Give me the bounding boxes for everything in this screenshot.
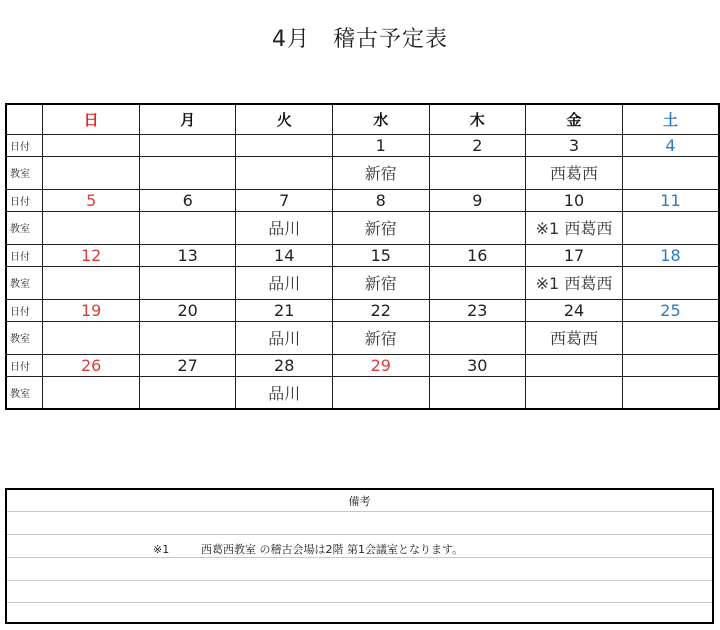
classroom-cell [43,156,140,189]
classroom-cell: 品川 [236,321,333,354]
date-cell: 29 [332,354,429,376]
classroom-cell [622,376,719,409]
classroom-cell [622,211,719,244]
weekday-header-tue: 火 [236,104,333,134]
date-row-label: 日付 [6,189,43,211]
classroom-cell [429,266,526,299]
classroom-cell [43,266,140,299]
date-cell: 27 [139,354,236,376]
classroom-cell [43,321,140,354]
classroom-row [6,321,719,354]
date-cell: 22 [332,299,429,321]
date-row-label: 日付 [6,134,43,156]
classroom-cell: ※1 西葛西 [526,211,623,244]
date-row-label: 日付 [6,244,43,266]
date-cell: 24 [526,299,623,321]
notes-text: 西葛西教室 の稽古会場は2階 第1会議室となります。 [201,543,464,556]
date-cell: 12 [43,244,140,266]
weekday-header-wed: 水 [332,104,429,134]
date-cell: 20 [139,299,236,321]
date-cell: 15 [332,244,429,266]
date-cell: 19 [43,299,140,321]
weekday-header-sat: 土 [622,104,719,134]
date-cell: 6 [139,189,236,211]
date-row [6,299,719,321]
classroom-cell: 新宿 [332,156,429,189]
date-cell: 7 [236,189,333,211]
classroom-cell [43,211,140,244]
classroom-cell [526,376,623,409]
classroom-row-label: 教室 [6,321,43,354]
schedule-calendar [5,103,720,410]
weekday-header-mon: 月 [139,104,236,134]
date-cell: 9 [429,189,526,211]
classroom-row-label: 教室 [6,156,43,189]
notes-rule [7,602,712,603]
notes-rule [7,580,712,581]
classroom-row [6,266,719,299]
header-corner-cell [6,104,43,134]
classroom-cell [236,156,333,189]
classroom-row [6,211,719,244]
classroom-cell [139,266,236,299]
date-row [6,354,719,376]
date-row-label: 日付 [6,299,43,321]
weekday-header-sun: 日 [43,104,140,134]
date-row [6,189,719,211]
notes-rule [7,511,712,512]
classroom-row-label: 教室 [6,211,43,244]
classroom-cell [429,321,526,354]
date-cell: 14 [236,244,333,266]
weekday-header-row [6,104,719,134]
classroom-row-label: 教室 [6,266,43,299]
classroom-cell: 西葛西 [526,156,623,189]
classroom-cell: 品川 [236,266,333,299]
classroom-cell [139,156,236,189]
date-row-label: 日付 [6,354,43,376]
classroom-cell [429,156,526,189]
classroom-row [6,156,719,189]
date-cell: 4 [622,134,719,156]
classroom-cell [429,376,526,409]
date-cell [622,354,719,376]
date-cell: 21 [236,299,333,321]
classroom-cell [429,211,526,244]
date-cell: 1 [332,134,429,156]
notes-line [153,541,463,557]
date-cell: 16 [429,244,526,266]
notes-rule [7,557,712,558]
date-cell [139,134,236,156]
classroom-cell: 品川 [236,376,333,409]
date-cell: 3 [526,134,623,156]
date-cell: 17 [526,244,623,266]
page-title: 4月 稽古予定表 [272,27,448,52]
classroom-row-label: 教室 [6,376,43,409]
classroom-cell [139,321,236,354]
notes-heading: 備考 [348,495,371,508]
date-cell: 30 [429,354,526,376]
classroom-row [6,376,719,409]
date-row [6,134,719,156]
classroom-cell [139,211,236,244]
classroom-cell [43,376,140,409]
date-cell [526,354,623,376]
classroom-cell [139,376,236,409]
classroom-cell: 新宿 [332,211,429,244]
classroom-cell [622,156,719,189]
classroom-cell: 新宿 [332,266,429,299]
classroom-cell: 品川 [236,211,333,244]
classroom-cell: 西葛西 [526,321,623,354]
classroom-cell [622,266,719,299]
classroom-cell: ※1 西葛西 [526,266,623,299]
date-row [6,244,719,266]
date-cell [236,134,333,156]
classroom-cell [332,376,429,409]
weekday-header-thu: 木 [429,104,526,134]
notes-mark: ※1 [153,543,170,556]
date-cell: 18 [622,244,719,266]
classroom-cell: 新宿 [332,321,429,354]
date-cell: 10 [526,189,623,211]
date-cell [43,134,140,156]
date-cell: 5 [43,189,140,211]
date-cell: 28 [236,354,333,376]
weekday-header-fri: 金 [526,104,623,134]
date-cell: 23 [429,299,526,321]
date-cell: 26 [43,354,140,376]
date-cell: 8 [332,189,429,211]
date-cell: 13 [139,244,236,266]
date-cell: 2 [429,134,526,156]
notes-section [5,488,714,624]
date-cell: 25 [622,299,719,321]
classroom-cell [622,321,719,354]
notes-rule [7,534,712,535]
date-cell: 11 [622,189,719,211]
